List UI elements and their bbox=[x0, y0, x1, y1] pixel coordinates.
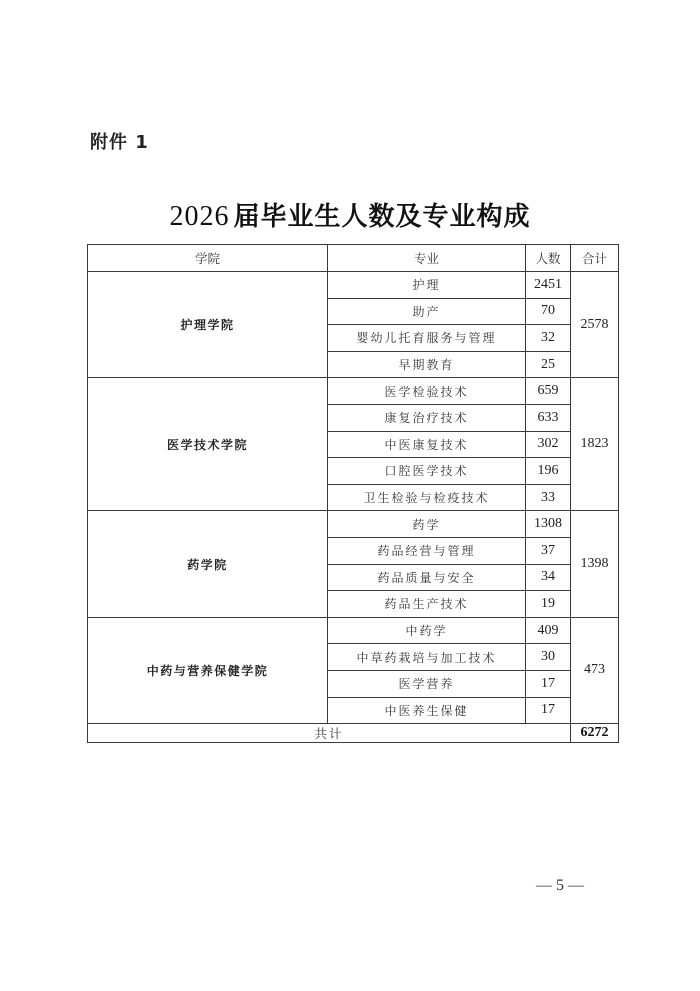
major-count: 17 bbox=[526, 670, 571, 697]
table-row bbox=[88, 617, 619, 644]
major-name: 医学检验技术 bbox=[328, 378, 526, 405]
header-college: 学院 bbox=[88, 245, 328, 272]
major-count: 302 bbox=[526, 431, 571, 458]
title-year: 2026 bbox=[169, 201, 230, 232]
total-label: 共计 bbox=[88, 724, 571, 743]
major-count: 30 bbox=[526, 644, 571, 671]
major-count: 1308 bbox=[526, 511, 571, 538]
major-count: 196 bbox=[526, 458, 571, 485]
major-count: 37 bbox=[526, 537, 571, 564]
major-name: 口腔医学技术 bbox=[328, 458, 526, 485]
college-subtotal: 2578 bbox=[571, 272, 619, 378]
college-subtotal: 1398 bbox=[571, 511, 619, 617]
header-major: 专业 bbox=[328, 245, 526, 272]
major-name: 药品生产技术 bbox=[328, 591, 526, 618]
major-count: 25 bbox=[526, 351, 571, 378]
major-name: 婴幼儿托育服务与管理 bbox=[328, 325, 526, 352]
major-name: 中医养生保健 bbox=[328, 697, 526, 724]
major-name: 卫生检验与检疫技术 bbox=[328, 484, 526, 511]
major-name: 中医康复技术 bbox=[328, 431, 526, 458]
major-count: 633 bbox=[526, 404, 571, 431]
major-name: 助产 bbox=[328, 298, 526, 325]
major-name: 药品质量与安全 bbox=[328, 564, 526, 591]
major-name: 中草药栽培与加工技术 bbox=[328, 644, 526, 671]
table-row bbox=[88, 511, 619, 538]
major-count: 17 bbox=[526, 697, 571, 724]
major-name: 早期教育 bbox=[328, 351, 526, 378]
attachment-label: 附件 1 bbox=[90, 132, 149, 153]
total-row bbox=[88, 724, 619, 743]
table-header-row bbox=[88, 245, 619, 272]
college-name: 护理学院 bbox=[88, 272, 328, 378]
college-subtotal: 473 bbox=[571, 617, 619, 723]
major-count: 659 bbox=[526, 378, 571, 405]
table-row bbox=[88, 378, 619, 405]
header-count: 人数 bbox=[526, 245, 571, 272]
major-name: 康复治疗技术 bbox=[328, 404, 526, 431]
major-count: 19 bbox=[526, 591, 571, 618]
major-count: 34 bbox=[526, 564, 571, 591]
header-subtotal: 合计 bbox=[571, 245, 619, 272]
college-name: 药学院 bbox=[88, 511, 328, 617]
total-value: 6272 bbox=[571, 724, 619, 743]
major-name: 医学营养 bbox=[328, 670, 526, 697]
major-name: 药品经营与管理 bbox=[328, 537, 526, 564]
college-name: 中药与营养保健学院 bbox=[88, 617, 328, 723]
major-count: 32 bbox=[526, 325, 571, 352]
table-row bbox=[88, 272, 619, 299]
document-title bbox=[0, 196, 700, 233]
major-count: 33 bbox=[526, 484, 571, 511]
major-count: 409 bbox=[526, 617, 571, 644]
major-name: 中药学 bbox=[328, 617, 526, 644]
major-count: 70 bbox=[526, 298, 571, 325]
major-count: 2451 bbox=[526, 272, 571, 299]
major-name: 药学 bbox=[328, 511, 526, 538]
major-name: 护理 bbox=[328, 272, 526, 299]
page-number: — 5 — bbox=[536, 877, 584, 894]
graduates-table bbox=[87, 244, 619, 743]
title-text: 届毕业生人数及专业构成 bbox=[233, 202, 531, 232]
college-subtotal: 1823 bbox=[571, 378, 619, 511]
college-name: 医学技术学院 bbox=[88, 378, 328, 511]
